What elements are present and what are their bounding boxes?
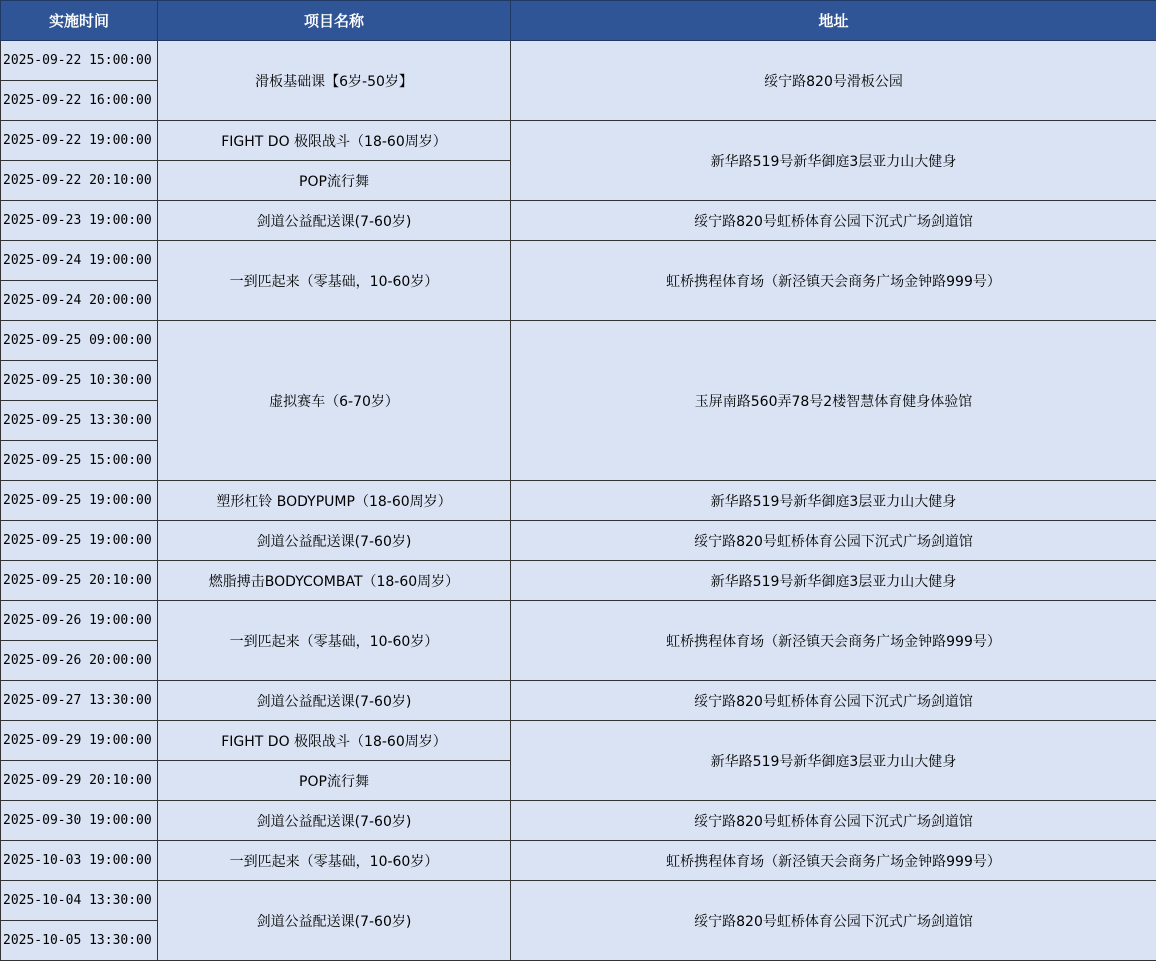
project-name-cell: 剑道公益配送课(7-60岁) (158, 201, 511, 241)
table-row (1, 521, 1156, 561)
table-row (1, 321, 1156, 361)
project-name-cell: FIGHT DO 极限战斗（18-60周岁） (158, 121, 511, 161)
address-cell: 虹桥携程体育场（新泾镇天会商务广场金钟路999号） (511, 601, 1156, 681)
time-cell: 2025-09-25 19:00:00 (1, 521, 158, 561)
project-name-cell: 燃脂搏击BODYCOMBAT（18-60周岁） (158, 561, 511, 601)
project-name-cell: POP流行舞 (158, 161, 511, 201)
address-cell: 绥宁路820号滑板公园 (511, 41, 1156, 121)
table-row (1, 721, 1156, 761)
table-row (1, 241, 1156, 281)
address-cell: 新华路519号新华御庭3层亚力山大健身 (511, 121, 1156, 201)
time-cell: 2025-09-25 13:30:00 (1, 401, 158, 441)
time-cell: 2025-09-22 15:00:00 (1, 41, 158, 81)
project-name-cell: 虚拟赛车（6-70岁） (158, 321, 511, 481)
time-cell: 2025-09-25 20:10:00 (1, 561, 158, 601)
address-cell: 新华路519号新华御庭3层亚力山大健身 (511, 481, 1156, 521)
time-cell: 2025-09-26 20:00:00 (1, 641, 158, 681)
address-cell: 绥宁路820号虹桥体育公园下沉式广场剑道馆 (511, 521, 1156, 561)
time-cell: 2025-10-05 13:30:00 (1, 921, 158, 961)
table-row (1, 881, 1156, 921)
address-cell: 绥宁路820号虹桥体育公园下沉式广场剑道馆 (511, 801, 1156, 841)
project-name-cell: FIGHT DO 极限战斗（18-60周岁） (158, 721, 511, 761)
table-row (1, 121, 1156, 161)
header-address: 地址 (511, 1, 1156, 41)
time-cell: 2025-10-03 19:00:00 (1, 841, 158, 881)
address-cell: 虹桥携程体育场（新泾镇天会商务广场金钟路999号） (511, 841, 1156, 881)
header-time: 实施时间 (1, 1, 158, 41)
time-cell: 2025-09-25 10:30:00 (1, 361, 158, 401)
project-name-cell: 剑道公益配送课(7-60岁) (158, 521, 511, 561)
time-cell: 2025-09-24 20:00:00 (1, 281, 158, 321)
table-row (1, 841, 1156, 881)
time-cell: 2025-09-23 19:00:00 (1, 201, 158, 241)
address-cell: 新华路519号新华御庭3层亚力山大健身 (511, 561, 1156, 601)
project-name-cell: 滑板基础课【6岁-50岁】 (158, 41, 511, 121)
table-row (1, 801, 1156, 841)
address-cell: 新华路519号新华御庭3层亚力山大健身 (511, 721, 1156, 801)
time-cell: 2025-10-04 13:30:00 (1, 881, 158, 921)
address-cell: 绥宁路820号虹桥体育公园下沉式广场剑道馆 (511, 881, 1156, 961)
time-cell: 2025-09-24 19:00:00 (1, 241, 158, 281)
time-cell: 2025-09-26 19:00:00 (1, 601, 158, 641)
project-name-cell: 剑道公益配送课(7-60岁) (158, 801, 511, 841)
time-cell: 2025-09-22 19:00:00 (1, 121, 158, 161)
time-cell: 2025-09-30 19:00:00 (1, 801, 158, 841)
project-name-cell: POP流行舞 (158, 761, 511, 801)
project-name-cell: 一到匹起来（零基础，10-60岁） (158, 241, 511, 321)
time-cell: 2025-09-29 19:00:00 (1, 721, 158, 761)
time-cell: 2025-09-29 20:10:00 (1, 761, 158, 801)
header-name: 项目名称 (158, 1, 511, 41)
address-cell: 虹桥携程体育场（新泾镇天会商务广场金钟路999号） (511, 241, 1156, 321)
project-name-cell: 剑道公益配送课(7-60岁) (158, 681, 511, 721)
project-name-cell: 一到匹起来（零基础，10-60岁） (158, 841, 511, 881)
table-row (1, 201, 1156, 241)
time-cell: 2025-09-25 09:00:00 (1, 321, 158, 361)
project-name-cell: 塑形杠铃 BODYPUMP（18-60周岁） (158, 481, 511, 521)
table-row (1, 481, 1156, 521)
time-cell: 2025-09-25 19:00:00 (1, 481, 158, 521)
address-cell: 玉屏南路560弄78号2楼智慧体育健身体验馆 (511, 321, 1156, 481)
time-cell: 2025-09-22 16:00:00 (1, 81, 158, 121)
time-cell: 2025-09-25 15:00:00 (1, 441, 158, 481)
table-row (1, 601, 1156, 641)
address-cell: 绥宁路820号虹桥体育公园下沉式广场剑道馆 (511, 681, 1156, 721)
time-cell: 2025-09-27 13:30:00 (1, 681, 158, 721)
table-row (1, 41, 1156, 81)
table-row (1, 561, 1156, 601)
project-name-cell: 剑道公益配送课(7-60岁) (158, 881, 511, 961)
table-row (1, 681, 1156, 721)
time-cell: 2025-09-22 20:10:00 (1, 161, 158, 201)
address-cell: 绥宁路820号虹桥体育公园下沉式广场剑道馆 (511, 201, 1156, 241)
header-row (1, 1, 1156, 41)
project-name-cell: 一到匹起来（零基础，10-60岁） (158, 601, 511, 681)
